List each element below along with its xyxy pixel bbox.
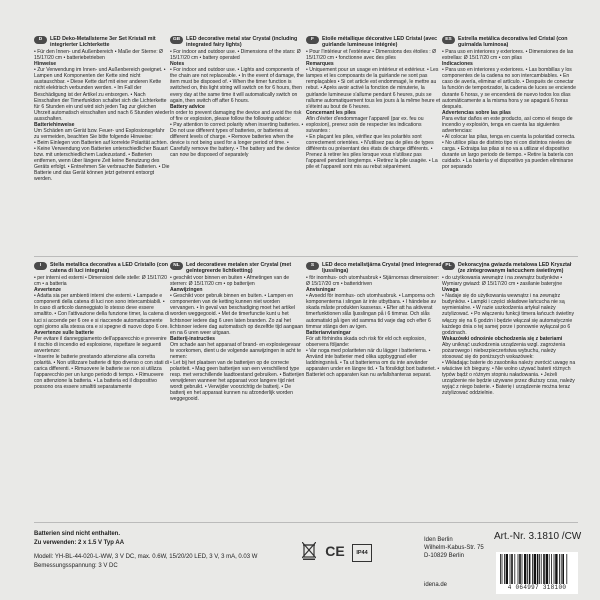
paragraph: • per interni ed esterni • Dimensioni delle stelle: Ø 15/17/20 cm • a batteria [34,275,167,288]
row-divider [34,256,578,257]
panel-de [34,36,170,270]
paragraph: In order to prevent damaging the device and avoid the risk of fire or explosion, please follow the following advice: [170,109,302,122]
language-badge: NL [170,262,183,270]
barcode-bar [534,554,536,584]
barcode-bar [510,554,511,584]
panel-title: LED decorative metal star Crystal (including integrated fairy lights) [186,36,298,49]
language-badge: GB [170,36,183,44]
language-badge: PL [442,262,455,270]
paragraph: • Nadaje się do użytkowania wewnątrz i na zewnątrz budynków. • Lampki i części składowe łańcucha nie są wymienialne. • W razie uszkodzenia artykuł należy zutylizować. • Po włączeniu funkcji timera łańcuch świetlny włączy się na 6 godzin i będzie włączał się automatycznie każdego dnia o tej samej porze i ponownie wyłączał po 6 godzinach. [442,293,575,336]
barcode-bar [519,554,521,584]
panel-se [306,262,442,516]
barcode-bar [561,554,562,584]
paragraph: • Pour l'intérieur et l'extérieur • Dimensions des étoiles : Ø 15/17/20 cm • fonctionne avec des piles [306,49,437,62]
paragraph: • Para uso en interiores y exteriores. • Las bombillas y los componentes de la cadena no son intercambiables. • En caso de avería, eliminar el artículo. • Después de conectar la función de temporizador, la cadena de luces se enciende durante 6 horas, y se encenderá de nuevo todos los días automáticamente a la misma hora y se apagará 6 horas después. [442,67,576,110]
barcode-bar [524,554,526,584]
panel-es [442,36,578,270]
paragraph: • Let bij het plaatsen van de batterijen op de correcte polariteit. • Mag geen batterijen van een verschillend type resp. met verschillende laadtoestand gebruiken. • Batterijen verwijderen wanneer het apparaat voor langere tijd niet wordt gebruikt. • Verwijder voorzichtig de batterij. • De batterij en het apparaat kunnen nu afzonderlijk worden weggegooid. [170,359,305,403]
panel-pl [442,262,578,516]
section-heading: Aanwijzingen [170,287,203,294]
barcode-bar [541,554,542,584]
barcode-bar [554,554,555,584]
barcode-bar [518,554,519,584]
paragraph: • Pay attention to correct polarity when inserting batteries. • Do not use different types of batteries, or batteries at different levels of charge. • Remove batteries when the device is not being used for a longer period of time. • Carefully remove the battery. • The battery and the device can now be disposed of separately [170,121,304,158]
barcode-bar [527,554,528,584]
panel-header [34,262,170,274]
barcode-digits: 4 064997 318100 [507,584,567,591]
paragraph: • Beim Einlegen von Batterien auf korrekte Polarität achten. • Keine Verwendung von Batterien unterschiedlicher Bauart bzw. mit unterschiedlichem Ladezustand. • Batterien entfernen, wenn über längere Zeit keine Benutzung des Geräts erfolgt. • Entnehmen Sie verbrauchte Batterien. • Die Batterie und das Gerät können jetzt getrennt entsorgt werden. [34,139,170,183]
section-heading: Notes [170,61,185,68]
barcode-bar [532,554,533,584]
section-heading: Uwaga [442,287,459,294]
panel-title: Stella metallica decorativa a LED Cristallo (con catena di luci integrata) [50,262,169,275]
model-line: Modell: YH-BL-44-020-L-WW, 3 V DC, max. 0.6W, 15/20/20 LED, 3 V, 3 mA, 0.03 W [34,554,258,560]
language-badge: I [34,262,47,270]
barcode-bar [539,554,540,584]
barcode-bar [551,554,552,584]
paragraph: • Uniquement pour un usage en intérieur et extérieur. • Les lampes et les composants de la guirlande ne sont pas remplaçables • Si cet article est endommagé, le mettre au rebut. • Après avoir activé la fonction de minuterie, la guirlande lumineuse s'allume pendant 6 heures, puis se rallume automatiquement tous les jours à la même heure et s'éteint au bout de 6 heures. [306,67,441,110]
section-heading: Batteriehinweise [34,121,75,128]
section-heading: Avvertenze sulle batterie [34,329,94,336]
barcode-bar [555,554,557,584]
paragraph: Om schade aan het apparaat of brand- en explosiegevaar te voorkomen, dient u de volgende aanwijzingen in acht te nemen: [170,341,302,360]
paragraph: • Wkładając baterie do zasobnika należy zwrócić uwagę na właściwe ich bieguny. • Nie wolno używać baterii różnych typów bądź o różnym stopniu naładowania. • Jeżeli urządzenie nie będzie używane przez dłuższy czas, należy wyjąć z niego baterie. • Baterię i urządzenie można teraz zutylizować oddzielnie. [442,359,576,397]
panel-title: Étoile métallique décorative LED Cristal (avec guirlande lumineuse intégrée) [322,36,438,49]
company-name: Iden Berlin [424,537,453,543]
panel-title: LED Deko-Metallsterne 3er Set Kristall mit integrierter Lichterkette [50,36,156,49]
paragraph: • Al colocar las pilas, tenga en cuenta la polaridad correcta. • No utilice pilas de distinto tipo ni con distintos niveles de carga. • Extraiga las pilas si no va a utilizar el dispositivo durante un largo periodo de tiempo. • Retire la batería con cuidado. • La batería y el dispositivo ya pueden eliminarse por separado [442,133,576,171]
panel-title: Estrella metálica decorativa led Cristal (con guirnalda luminosa) [458,36,568,49]
section-heading: Avvertenze [34,287,61,294]
panel-it [34,262,170,516]
barcode-bars [500,554,574,584]
barcode-bar [537,554,539,584]
website: idena.de [424,582,448,588]
language-badge: F [306,36,319,44]
panel-header [170,262,306,274]
barcode-bar [562,554,564,584]
paragraph: • Var noga med polariteten när du lägger i batterierna. • Använd inte batterier med olika uppbyggnad eller laddningsnivå. • Ta ut batterierna om du inte använder apparaten under en längre tid. • Ta försiktigt bort batteriet. • Batteriet och apparaten kan nu avfallshanteras separat. [306,347,440,378]
paragraph: • do użytkowania wewnątrz i na zewnątrz budynków • Wymiary gwiazd: Ø 15/17/20 cm • zasilanie bateryjne [442,275,563,288]
barcode-bar [566,554,567,584]
paragraph: För att förhindra skada och risk för eld och explosion, observera följande: [306,335,426,348]
company-street: Wilhelm-Kabus-Str. 75 [424,545,484,551]
footer-divider [34,522,578,523]
panel-header [306,262,442,274]
barcode-bar [506,554,508,584]
paragraph: • Avsedd för inomhus- och utomhusbruk. • Lamporna och komponenterna i slingan är inte utbytbara. • I händelse av skada måste produkten kasseras. • Efter att ha aktiverat timerfunktionen slås ljusslingan på i 6 timmar. Och slås automatiskt på igen vid samma tid varje dag och efter 6 timmar stängs den av igen. [306,293,437,330]
language-badge: S [306,262,319,270]
section-heading: Concernant les piles [306,109,356,116]
panel-gb [170,36,306,270]
paragraph: Afin d'éviter d'endommager l'appareil (par ex. feu ou explosion), prenez soin de respecter les indications suivantes : [306,115,424,134]
section-heading: Anvisningar [306,287,336,294]
paragraph: Um Schäden am Gerät bzw. Feuer- und Explosionsgefahr zu vermeiden, beachten Sie bitte folgende Hinweise: [34,127,165,140]
panel-header [306,36,442,48]
panel-f [306,36,442,270]
paragraph: • geschikt voor binnen en buiten • Afmetingen van de sterren: Ø 15/17/20 cm • op batterijen [170,275,290,288]
barcode-bar [529,554,531,584]
barcode [496,552,578,594]
section-heading: Wskazówki odnośnie obchodzenia się z bateriami [442,335,563,342]
ce-mark-icon: CE [325,543,345,559]
panel-header [34,36,170,48]
article-number: Art.-Nr. 3.1810 /CW [494,531,582,542]
panel-header [442,262,578,274]
barcode-bar [546,554,548,584]
section-heading: Remarques [306,61,334,68]
section-heading: Hinweise [34,61,57,68]
panel-nl [170,262,306,516]
barcode-bar [543,554,545,584]
certification-icons [300,540,372,562]
panel-title: Led decoratieve metalen ster Crystal (met geïntegreerde lichtketting) [186,262,292,275]
paragraph: • Geschikt voor gebruik binnen en buiten. • Lampen en componenten van de ketting kunnen niet worden vervangen. • In geval van beschadiging moet het artikel worden weggegooid. • Met de timerfunctie kunt u het lichtsnoer iedere dag 6 uren laten branden. Zo zal het lichtsnoer iedere dag automatisch op dezelfde tijd aangaan en na 6 uren weer uitgaan. [170,293,304,336]
battery-excluded-note: Batterien sind nicht enthalten. [34,531,121,537]
barcode-bar [549,554,550,584]
paragraph: • Para uso en interiores y exteriores. • Dimensiones de las estrellas: Ø 15/17/20 cm • con pilas [442,49,574,62]
paragraph: • For indoor and outdoor use. • Dimensions of the stars: Ø 15/17/20 cm • battery operated [170,49,301,62]
paragraph: • för inomhus- och utomhusbruk • Stjärnornas dimensioner: Ø 15/17/20 cm • batteridriven [306,275,440,288]
paragraph: • For indoor and outdoor use. • Lights and components of the chain are not replaceable. • In the event of damage, the item must be disposed of. • When the timer function is switched on, this light string will switch on for 6 hours, then every day at the same time it will automatically switch on again, then switch off after 6 hours. [170,67,304,104]
recycle-bin-icon [300,540,318,562]
barcode-bar [559,554,560,584]
language-badge: D [34,36,47,44]
barcode-bar [500,554,501,584]
section-heading: Battery advice [170,103,205,110]
paragraph: • Adatta sia per ambienti interni che esterni. • Lampade e componenti della catena di luci non sono intercambiabili. • In caso di articolo danneggiato lo stesso deve essere smaltito. • Con l'attivazione della funzione timer, la catena di luci si accende per 6 ore e si riaccende automaticamente ogni giorno alla stessa ora e si spegne di nuovo dopo 6 ore. [34,293,169,330]
barcode-bar [502,554,503,584]
section-heading: Advertencias sobre las pilas [442,109,511,116]
paragraph: Para evitar daños en este producto, así como el riesgo de incendio y explosión, tenga en cuenta las siguientes advertencias: [442,115,573,134]
section-heading: Batterij-instructies [170,335,216,342]
panel-header [442,36,578,48]
paragraph: Aby uniknąć uszkodzenia urządzenia wzgl. zagrożenia pożarowego i niebezpieczeństwa wybuchu, należy stosować się do poniższych wskazówek: [442,341,566,360]
battery-required-note: Zu verwenden: 2 x 1.5 V Typ AA [34,540,125,546]
barcode-bar [504,554,505,584]
panel-header [170,36,306,48]
paragraph: • Inserire le batterie prestando attenzione alla corretta polarità. • Non utilizzare batterie di tipo diverso o con stati di carica differenti. • Rimuovere le batterie se non si utilizza l'apparecchio per un lungo periodo di tempo. • Rimuovere con attenzione la batteria. • La batteria ed il dispositivo possono ora essere smaltiti separatamente [34,353,169,391]
paragraph: • Zur Verwendung im Innen- und Außenbereich geeignet. • Lampen und Komponenten der Kette sind nicht austauschbar. • Diese Kette darf mit einer anderen Kette nicht elektrisch verbunden werden. • Im Fall der Beschädigung ist der Artikel zu entsorgen. • Nach Einschalten der Timerfunktion schaltet sich die Lichterkette für 6 Stunden ein und wird sich jeden Tag zur gleichen Uhrzeit automatisch einschalten und nach 6 Stunden wieder ausschalten. [34,67,170,122]
barcode-bar [511,554,513,584]
ip44-icon [352,544,372,562]
rated-voltage: Bemessungsspannung: 3 V DC [34,563,118,569]
company-city: D-10829 Berlin [424,553,465,559]
paragraph: • En plaçant les piles, vérifiez que les polarités sont correctement orientées. • N'utilisez pas de piles de types différents ou présentant des états de charge différents. • Prenez à retirer les piles lorsque vous n'utilisez pas l'appareil pendant longtemps. • Retirez la pile usagée. • La pile et l'appareil sont mis au rebut séparément. [306,133,438,171]
section-heading: Batterianvisningar [306,329,351,336]
battery-info [34,530,334,571]
ip-rating-label: IP44 [356,549,368,556]
panel-title: LED deco metallstjärna Crystal (med integrerad ljusslinga) [322,262,442,275]
barcode-bar [522,554,523,584]
panel-title: Dekoracyjna gwiazda metalowa LED Kryształ (ze zintegrowanym łańcuchem świetlnym) [458,262,572,275]
manufacturer-address [424,536,484,560]
paragraph: • Für den Innen- und Außenbereich • Maße der Sterne: Ø 15/17/20 cm • batteriebetrieben [34,49,163,62]
paragraph: Per evitare il danneggiamento dell'apparecchio e prevenire il rischio di incendio ed esplosione, rispettare le seguenti avvertenze: [34,335,167,354]
section-heading: Indicaciones [442,61,473,68]
barcode-bar [514,554,515,584]
language-badge: ES [442,36,455,44]
